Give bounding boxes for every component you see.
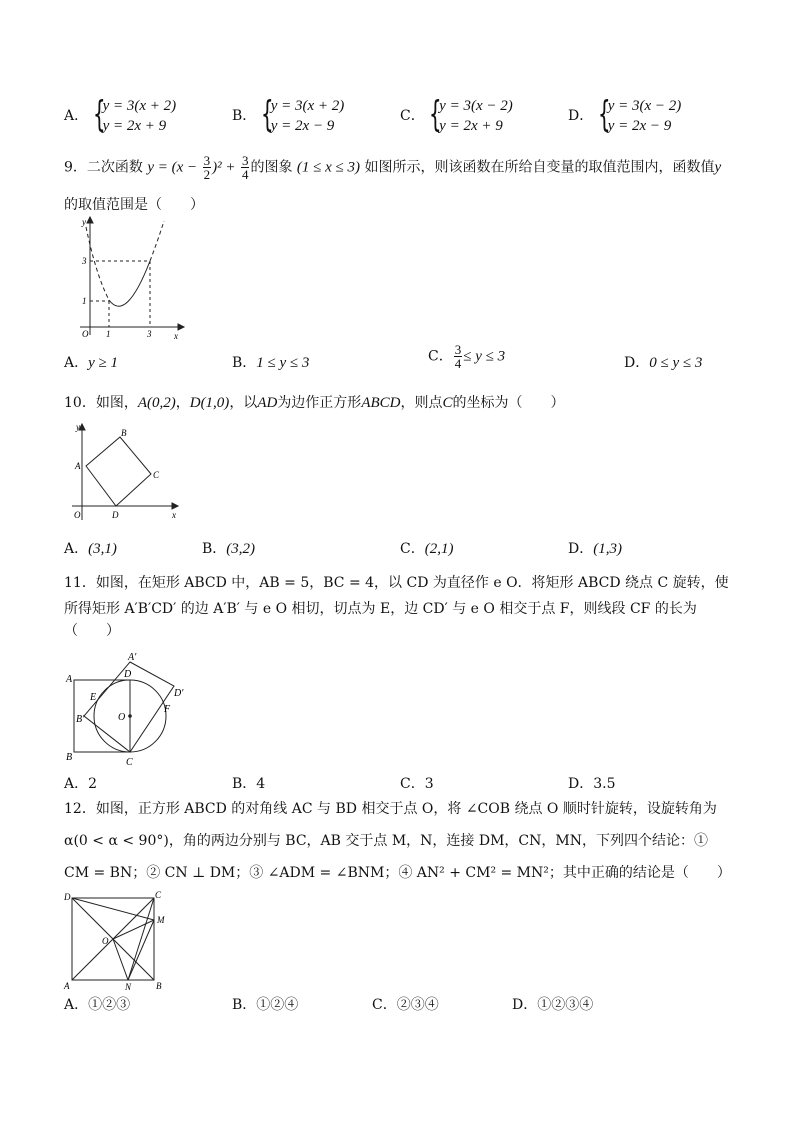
q9-stem-line2: 的取值范围是（ ） xyxy=(64,197,204,213)
q10-stem: 10．如图，A(0,2)，D(1,0)，以AD为边作正方形ABCD，则点C的坐标为（ ） xyxy=(64,395,565,411)
fraction: $\frac{3}{4}$ xyxy=(454,342,462,371)
segment-mn xyxy=(128,920,154,980)
equation-system: { y = 3(x + 2) y = 2x + 9 xyxy=(92,94,177,135)
parabola-dashed-right xyxy=(150,221,164,261)
point-label-e: E xyxy=(90,692,97,703)
tick-y3: 3 xyxy=(82,256,87,266)
point-label-n: N xyxy=(125,982,132,992)
q10-option-a[interactable]: A．(3,1) xyxy=(64,541,117,557)
q8-option-b[interactable]: B． { y = 3(x + 2) y = 2x − 9 xyxy=(232,94,345,135)
q8-option-a[interactable]: A． { y = 3(x + 2) y = 2x + 9 xyxy=(64,94,177,135)
origin-label: O xyxy=(82,329,89,339)
q11-option-a[interactable]: A．2 xyxy=(64,776,98,792)
x-axis-arrow xyxy=(178,324,184,330)
equation-system: { y = 3(x − 2) y = 2x − 9 xyxy=(597,94,682,135)
q8-option-c[interactable]: C． { y = 3(x − 2) y = 2x + 9 xyxy=(400,94,513,135)
point-label-c: C xyxy=(126,757,133,766)
q9-option-b[interactable]: B．1 ≤ y ≤ 3 xyxy=(232,355,310,371)
q12-square-figure xyxy=(62,890,170,992)
q9-parabola-figure xyxy=(68,215,186,340)
y-axis-arrow xyxy=(87,217,93,223)
square-abcd xyxy=(86,437,151,506)
q12-option-c[interactable]: C．②③④ xyxy=(372,997,439,1013)
fraction: $\frac{3}{2}$ xyxy=(203,153,211,182)
tick-x3: 3 xyxy=(147,329,152,339)
q12-stem-line2: α(0 < α < 90°)，角的两边分别与 BC，AB 交于点 M，N，连接 DM，CN，MN，下列四个结论：① xyxy=(64,833,708,849)
q12-option-b[interactable]: B．①②④ xyxy=(232,997,299,1013)
center-dot xyxy=(128,714,132,718)
point-label-d-prime: D′ xyxy=(174,688,184,699)
point-label-c: C xyxy=(155,890,162,900)
q11-option-c[interactable]: C．3 xyxy=(400,776,434,792)
point-label-a: A xyxy=(64,981,70,991)
point-label-d: D xyxy=(64,892,71,902)
point-label-f: F xyxy=(164,704,171,715)
q11-option-d[interactable]: D．3.5 xyxy=(568,776,616,792)
q9-option-a[interactable]: A．y ≥ 1 xyxy=(64,355,119,371)
equation-system: { y = 3(x + 2) y = 2x − 9 xyxy=(260,94,345,135)
q11-stem-line2: 所得矩形 A′B′CD′ 的边 A′B′ 与 e O 相切，切点为 E，边 CD′ 与 e O 相交于点 F，则线段 CF 的长为 xyxy=(64,601,697,617)
q12-stem-line1: 12．如图，正方形 ABCD 的对角线 AC 与 BD 相交于点 O，将 ∠COB 绕点 O 顺时针旋转，设旋转角为 xyxy=(64,801,717,817)
q12-stem-line3: CM = BN；② CN ⊥ DM；③ ∠ADM = ∠BNM；④ AN² + CM² = MN²；其中正确的结论是（ ） xyxy=(64,865,731,881)
point-label-b: B xyxy=(66,752,73,763)
equation-system: { y = 3(x − 2) y = 2x + 9 xyxy=(429,94,513,135)
point-label-b: B xyxy=(156,981,162,991)
point-label-a: A xyxy=(66,674,73,685)
parabola-dashed-left xyxy=(86,227,109,300)
point-label-d: D xyxy=(112,510,119,520)
fraction: $\frac{3}{4}$ xyxy=(241,153,249,182)
point-label-b-prime: B′ xyxy=(76,714,85,725)
axis-label-y: y xyxy=(76,422,80,432)
point-label-d: D xyxy=(124,669,132,680)
q10-option-c[interactable]: C．(2,1) xyxy=(400,541,454,557)
segment-on xyxy=(113,939,128,980)
x-axis-arrow xyxy=(172,503,178,509)
point-label-o: O xyxy=(102,936,109,946)
origin-label: O xyxy=(74,510,81,520)
parabola-solid xyxy=(109,261,150,306)
q11-stem-line3: （ ） xyxy=(64,623,120,639)
q10-option-d[interactable]: D．(1,3) xyxy=(568,541,622,557)
tick-x1: 1 xyxy=(106,329,111,339)
q12-option-a[interactable]: A．①②③ xyxy=(64,997,131,1013)
segment-dm xyxy=(72,898,154,920)
q8-option-d[interactable]: D． { y = 3(x − 2) y = 2x − 9 xyxy=(568,94,682,135)
point-label-o: O xyxy=(118,712,126,723)
q9-option-d[interactable]: D．0 ≤ y ≤ 3 xyxy=(624,355,703,371)
point-label-m: M xyxy=(157,915,165,925)
q10-option-b[interactable]: B．(3,2) xyxy=(202,541,256,557)
point-label-c: C xyxy=(153,470,160,480)
q11-stem-line1: 11．如图，在矩形 ABCD 中，AB = 5，BC = 4，以 CD 为直径作 e O．将矩形 ABCD 绕点 C 旋转，使 xyxy=(64,575,729,591)
q9-option-c[interactable]: C． $\frac{3}{4}$ ≤ y ≤ 3 xyxy=(428,342,506,371)
axis-label-y: y xyxy=(82,217,86,227)
q10-square-figure xyxy=(66,422,184,524)
axis-label-x: x xyxy=(174,331,178,340)
point-label-a-prime: A′ xyxy=(128,652,137,663)
axis-label-x: x xyxy=(172,510,176,520)
q11-rectangle-circle-figure xyxy=(62,648,192,766)
segment-om xyxy=(113,920,154,939)
q11-option-b[interactable]: B．4 xyxy=(232,776,266,792)
point-label-a: A xyxy=(75,461,81,471)
q12-option-d[interactable]: D．①②③④ xyxy=(512,997,594,1013)
q9-stem-line1: 9．二次函数 y = (x − $\frac{3}{2}$ )² + $\frac{3}{4}$ 的图象 (1 ≤ x ≤ 3) 如图所示，则该函数在所给自变量的取值范围内，函数值y xyxy=(64,153,722,182)
tick-y1: 1 xyxy=(82,296,87,306)
point-label-b: B xyxy=(121,428,127,438)
